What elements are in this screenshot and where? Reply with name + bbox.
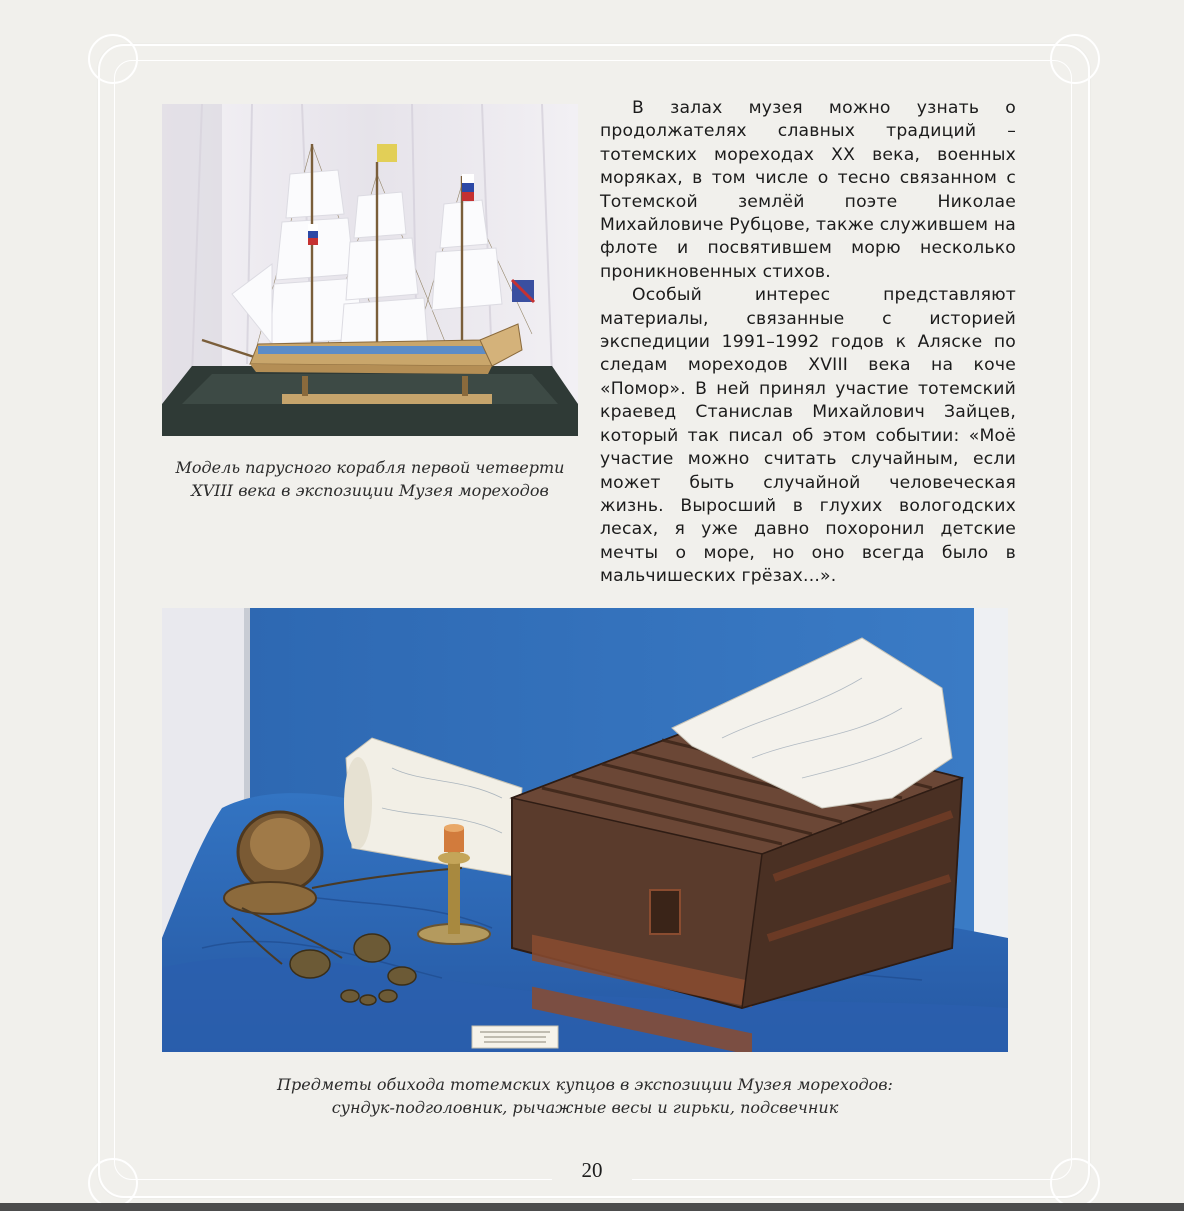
page-number: 20 <box>552 1158 632 1183</box>
caption-line: Предметы обихода тотемских купцов в экспозиции Музея мореходов: <box>277 1075 893 1094</box>
scan-edge <box>0 1203 1184 1211</box>
caption-line: XVIII века в экспозиции Музея мореходов <box>191 481 549 500</box>
merchant-items-photo <box>162 608 1008 1052</box>
paragraph: Особый интерес представляют материалы, связанные с историей экспедиции 1991–1992 годов к Аляске по следам мореходов XVIII века на коче «Помор». В ней принял участие тотемский краевед Станислав Михайлович Зайцев, который так писал об этом событии: «Моё участие можно считать случайным, если может быть случайной человеческая жизнь. Выросший в глухих вологодских лесах, я уже давно похоронил детские мечты о море, но оно всегда было в мальчишеских грёзах...». <box>600 285 1016 587</box>
caption-line: сундук-подголовник, рычажные весы и гирьки, подсвечник <box>331 1098 839 1117</box>
frame-corner-ornament <box>1050 34 1100 84</box>
merchant-chest-photo <box>162 608 1008 1052</box>
frame-corner-ornament <box>88 1158 138 1208</box>
frame-corner-ornament <box>88 34 138 84</box>
ship-photo-caption <box>162 456 578 502</box>
caption-line: Модель парусного корабля первой четверти <box>175 458 565 477</box>
paragraph: В залах музея можно узнать о продолжателях славных традиций – тотемских мореходах XX века, военных моряках, в том числе о тесно связанном с Тотемской землёй поэте Николае Михайловиче Рубцове, также служившем на флоте и посвятившем морю несколько проникновенных стихов. <box>600 98 1016 282</box>
frame-corner-ornament <box>1050 1158 1100 1208</box>
sailing-ship-model-photo <box>162 104 578 436</box>
ship-model-photo <box>162 104 578 436</box>
chest-photo-caption <box>162 1073 1008 1119</box>
article-text <box>600 97 1016 589</box>
